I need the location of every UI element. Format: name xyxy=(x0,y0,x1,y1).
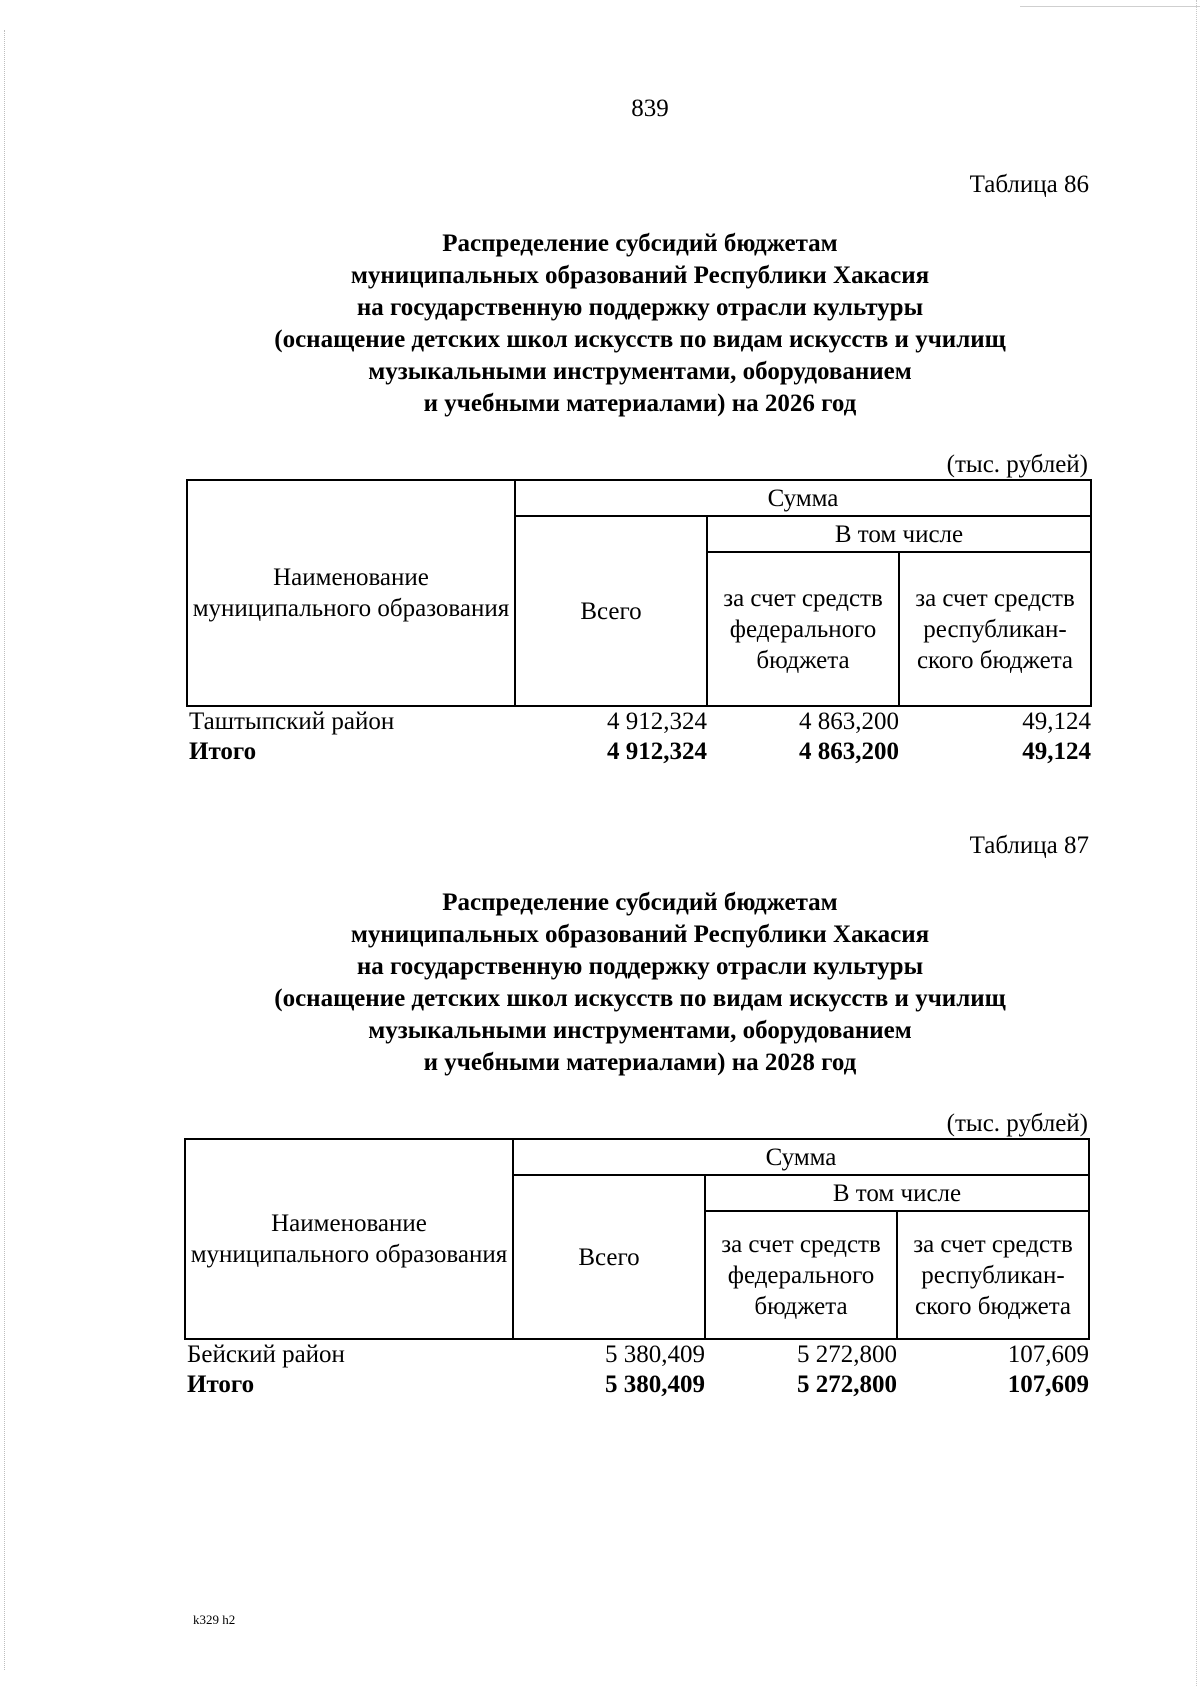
table-label: Таблица 87 xyxy=(969,832,1089,859)
title-line: муниципальных образований Республики Хакасия xyxy=(350,262,930,289)
totals-federal: 5 272,800 xyxy=(797,1371,897,1398)
title-line: на государственную поддержку отрасли культуры xyxy=(356,294,924,321)
header-municipality: Наименование муниципального образования xyxy=(187,480,515,706)
subsidy-table xyxy=(184,1138,1090,1400)
totals-total: 5 380,409 xyxy=(605,1371,705,1398)
scan-edge-top xyxy=(1020,6,1200,8)
totals-federal: 4 863,200 xyxy=(799,738,899,765)
row-municipality: Бейский район xyxy=(187,1341,345,1368)
units-label: (тыс. рублей) xyxy=(946,451,1088,478)
totals-row xyxy=(187,737,1091,767)
header-federal: за счет средств федерального бюджета xyxy=(705,1211,897,1339)
header-republic: за счет средств республикан- ского бюджета xyxy=(899,552,1091,706)
title-line: муниципальных образований Республики Хакасия xyxy=(350,921,930,948)
totals-row xyxy=(185,1370,1089,1400)
title-line: и учебными материалами) на 2026 год xyxy=(423,390,857,417)
table-row xyxy=(187,706,1091,737)
table-title xyxy=(200,887,1080,1079)
row-total: 5 380,409 xyxy=(605,1341,705,1368)
title-line: на государственную поддержку отрасли культуры xyxy=(356,953,924,980)
table-title xyxy=(200,228,1080,420)
row-republic: 107,609 xyxy=(1007,1341,1089,1368)
header-sum: Сумма xyxy=(515,480,1091,516)
totals-label: Итого xyxy=(187,1371,255,1398)
title-line: музыкальными инструментами, оборудованием xyxy=(368,1017,912,1044)
header-federal: за счет средств федерального бюджета xyxy=(707,552,899,706)
title-line: музыкальными инструментами, оборудованием xyxy=(368,358,912,385)
totals-total: 4 912,324 xyxy=(607,738,707,765)
header-municipality: Наименование муниципального образования xyxy=(185,1139,513,1339)
title-line: (оснащение детских школ искусств по видам искусств и училищ xyxy=(274,985,1006,1012)
table-label: Таблица 86 xyxy=(969,171,1089,198)
row-municipality: Таштыпский район xyxy=(189,708,395,735)
row-total: 4 912,324 xyxy=(607,708,707,735)
footer-code: k329 h2 xyxy=(193,1612,236,1627)
title-line: и учебными материалами) на 2028 год xyxy=(423,1049,857,1076)
header-republic: за счет средств республикан- ского бюджета xyxy=(897,1211,1089,1339)
units-label: (тыс. рублей) xyxy=(946,1110,1088,1137)
row-federal: 5 272,800 xyxy=(797,1341,897,1368)
row-federal: 4 863,200 xyxy=(799,708,899,735)
scan-edge-left xyxy=(4,30,7,1670)
table-row xyxy=(185,1339,1089,1370)
totals-republic: 49,124 xyxy=(1022,738,1091,765)
totals-republic: 107,609 xyxy=(1007,1371,1089,1398)
header-including: В том числе xyxy=(705,1175,1089,1211)
title-line: Распределение субсидий бюджетам xyxy=(442,889,838,916)
title-line: Распределение субсидий бюджетам xyxy=(442,230,838,257)
header-total: Всего xyxy=(515,516,707,706)
row-republic: 49,124 xyxy=(1022,708,1091,735)
header-total: Всего xyxy=(513,1175,705,1339)
subsidy-table xyxy=(186,479,1092,767)
totals-label: Итого xyxy=(189,738,257,765)
header-sum: Сумма xyxy=(513,1139,1089,1175)
scan-edge-right xyxy=(1196,0,1199,1686)
header-including: В том числе xyxy=(707,516,1091,552)
page-number: 839 xyxy=(631,95,669,122)
title-line: (оснащение детских школ искусств по видам искусств и училищ xyxy=(274,326,1006,353)
